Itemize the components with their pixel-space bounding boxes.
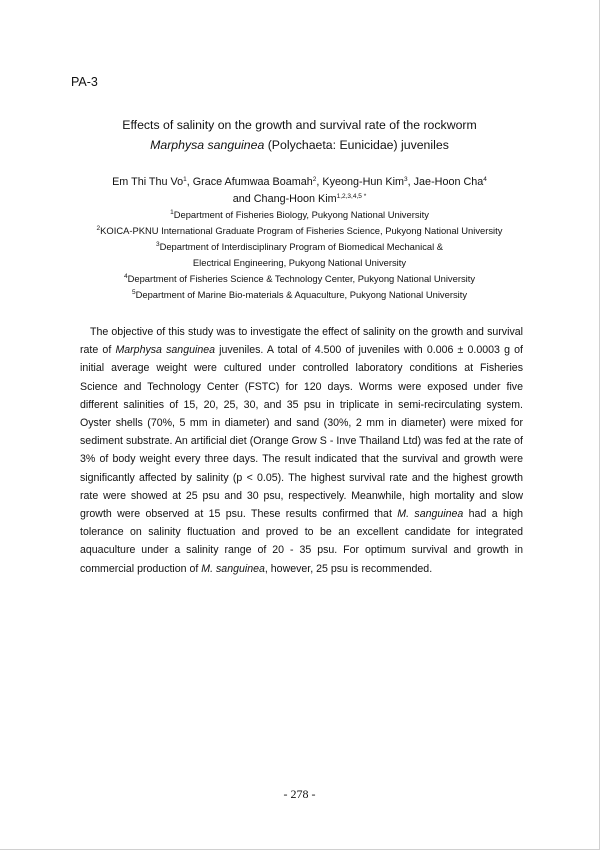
- affiliation-marker: 2: [96, 225, 101, 232]
- abstract-text: had a high tolerance on salinity fluctuation and proved to be an excellent candidate for integrated aquaculture under a salinity range of 20 - 35 psu. For optimum survival and growth in commercial production of: [80, 508, 523, 575]
- author-separator: ,: [186, 176, 193, 188]
- title-line-2-rest: (Polychaeta: Eunicidae) juveniles: [264, 138, 449, 152]
- affiliation-text: KOICA-PKNU International Graduate Program of Fisheries Science, Pukyong National University: [100, 225, 503, 236]
- affiliation-1: [0, 207, 599, 223]
- abstract-text: The objective of this study was to investigate the effect of salinity on the growth and survival rate of: [80, 326, 523, 357]
- affiliation-list: [0, 207, 599, 303]
- author-name: Em Thi Thu Vo: [112, 176, 184, 188]
- affiliation-2: [0, 223, 599, 239]
- paper-title: [0, 115, 599, 155]
- author-name: and Chang-Hoon Kim: [232, 193, 337, 205]
- affiliation-marker: 3: [155, 241, 160, 248]
- affiliation-4: [0, 271, 599, 287]
- affiliation-5: [0, 287, 599, 303]
- title-species: Marphysa sanguinea: [150, 138, 265, 152]
- affiliation-text: Department of Marine Bio-materials & Aquaculture, Pukyong National University: [135, 289, 468, 300]
- author-affil-marker: 3: [404, 176, 408, 183]
- affiliation-marker: 1: [170, 209, 174, 216]
- author-name: Kyeong-Hun Kim: [322, 176, 405, 188]
- author-separator: ,: [316, 176, 323, 188]
- affiliation-3-cont: [0, 255, 599, 271]
- affiliation-text: Department of Fisheries Science & Technology Center, Pukyong National University: [127, 273, 476, 284]
- abstract: [80, 323, 523, 578]
- author-affil-marker: 1,2,3,4,5 *: [336, 193, 367, 200]
- affiliation-text: Department of Fisheries Biology, Pukyong National University: [173, 209, 429, 220]
- abstract-text: juveniles. A total of 4.500 of juveniles with 0.006 ± 0.0003 g of initial average weight were cultured under controlled laboratory conditions at Fisheries Science and Technology Center (FSTC) for 120 days. Worms were exposed under five different salinities of 15, 20, 25, 30, and 35 psu in triplicate in semi-recirculating system. Oyster shells (70%, 5 mm in diameter) and sand (30%, 2 mm in diameter) were mixed for sediment substrate. An artificial diet (Orange Grow S - Inve Thailand Ltd) was fed at the rate of 3% of body weight every three days. The result indicated that the survival and growth were significantly affected by salinity (p < 0.05). The highest survival rate and the highest growth rate were showed at 25 psu and 30 psu, respectively. Meanwhile, high mortality and slow growth were observed at 15 psu. These results confirmed that: [80, 344, 523, 521]
- affiliation-3: [0, 239, 599, 255]
- affiliation-marker: 4: [123, 273, 128, 280]
- author-separator: ,: [407, 176, 414, 188]
- affiliation-marker: 5: [131, 289, 136, 296]
- author-name: Grace Afumwaa Boamah: [192, 176, 313, 188]
- session-code: PA-3: [71, 75, 98, 89]
- abstract-paragraph: [80, 323, 523, 578]
- author-name: Jae-Hoon Cha: [413, 176, 484, 188]
- author-affil-marker: 2: [312, 176, 317, 183]
- affiliation-text: Department of Interdisciplinary Program of Biomedical Mechanical &: [159, 241, 444, 252]
- title-line-1: Effects of salinity on the growth and survival rate of the rockworm: [122, 118, 477, 132]
- title-line-2: [0, 135, 599, 155]
- author-affil-marker: 4: [483, 176, 487, 183]
- affiliation-text: Electrical Engineering, Pukyong National University: [192, 257, 407, 268]
- author-affil-marker: 1: [183, 176, 187, 183]
- abstract-text: , however, 25 psu is recommended.: [264, 562, 433, 575]
- author-line-2: [0, 191, 599, 208]
- author-line-1: [0, 174, 599, 191]
- species-name: Marphysa sanguinea: [115, 344, 216, 357]
- page-number: - 278 -: [283, 787, 316, 801]
- author-list: [0, 174, 599, 208]
- species-name: M. sanguinea: [397, 508, 464, 521]
- species-name: M. sanguinea: [201, 562, 265, 575]
